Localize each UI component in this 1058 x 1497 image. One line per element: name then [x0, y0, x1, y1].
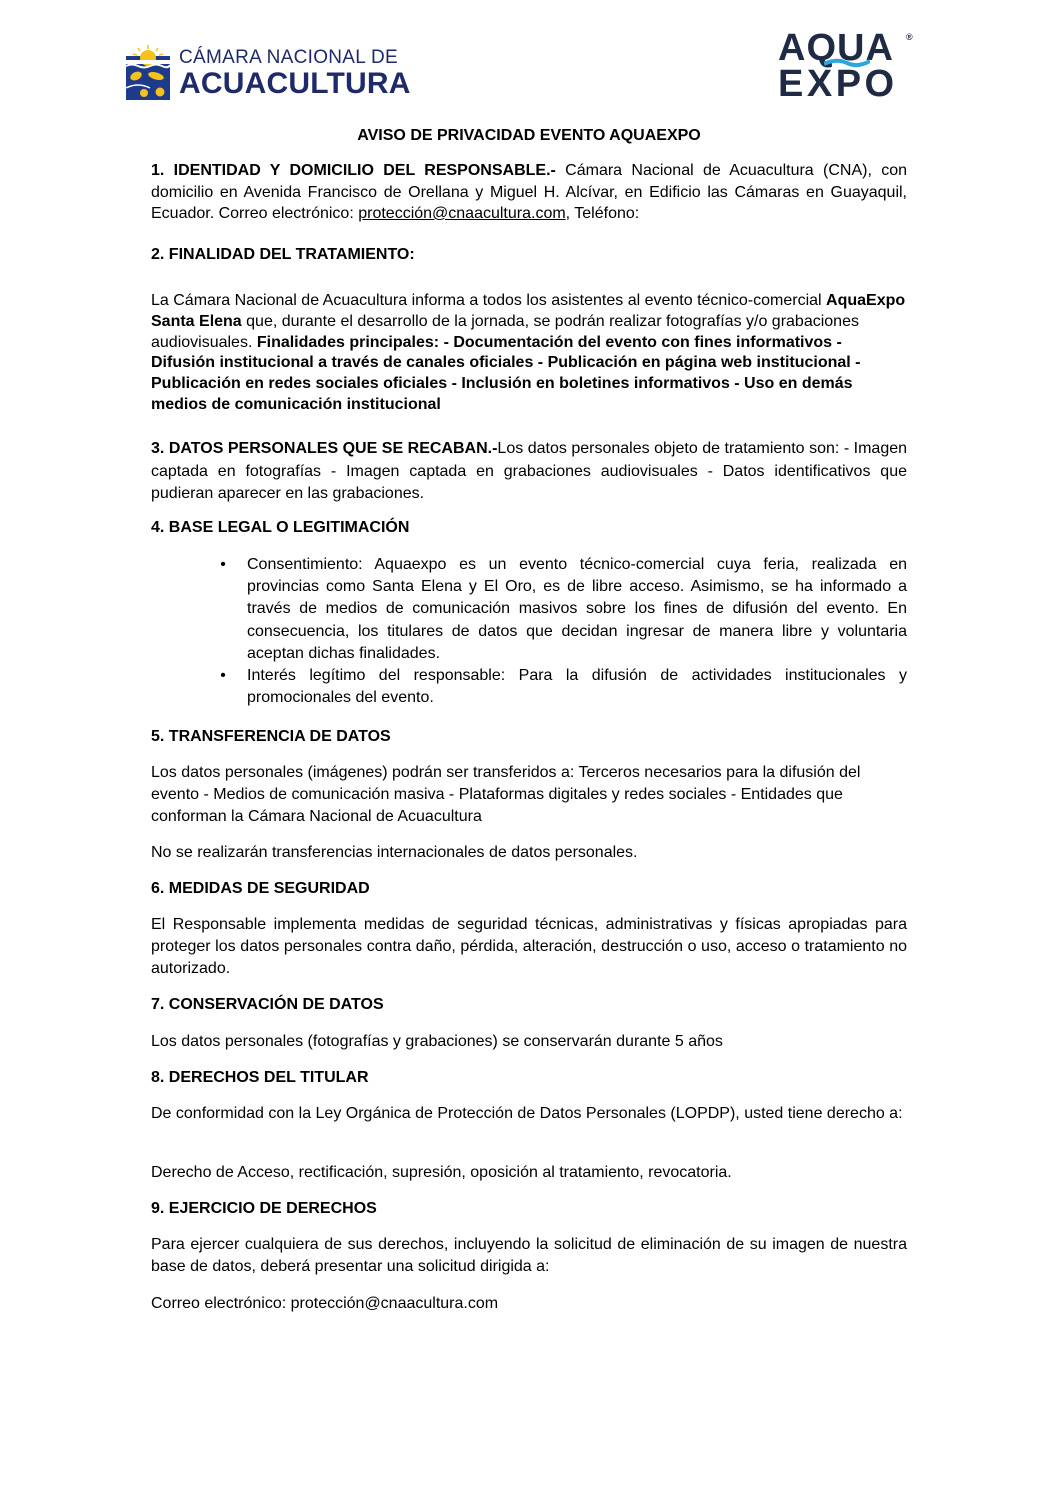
section-2-text-a: La Cámara Nacional de Acuacultura informa a todos los asistentes al evento técnico-comercial: [151, 292, 827, 309]
document-title: AVISO DE PRIVACIDAD EVENTO AQUAEXPO: [357, 127, 701, 144]
section-8-heading: 8. DERECHOS DEL TITULAR: [151, 1069, 369, 1086]
list-item-text: Interés legítimo del responsable: Para la difusión de actividades institucionales y promocionales del evento.: [247, 667, 907, 707]
section-9-paragraph-1: Para ejercer cualquiera de sus derechos, incluyendo la solicitud de eliminación de su imagen de nuestra base de datos, deberá presentar una solicitud dirigida a:: [151, 1236, 907, 1276]
section-5-heading: 5. TRANSFERENCIA DE DATOS: [151, 728, 391, 745]
section-7-heading: 7. CONSERVACIÓN DE DATOS: [151, 996, 384, 1013]
section-8-paragraph-1: De conformidad con la Ley Orgánica de Protección de Datos Personales (LOPDP), usted tiene derecho a:: [151, 1105, 903, 1122]
section-1-text: Cámara Nacional de Acuacultura (CNA), con domicilio en Avenida Francisco de Orellana y Miguel H. Alcívar, en Edificio las Cámaras en Guayaquil, Ecuador. Correo electrónico:: [151, 162, 908, 222]
section-2-body: [151, 291, 907, 416]
section-5-paragraph-1: Los datos personales (imágenes) podrán ser transferidos a: Terceros necesarios para la difusión del evento - Medios de comunicación masiva - Plataformas digitales y redes sociales - Entidades que conforman la Cámara Nacional de Acuacultura: [151, 764, 861, 825]
section-1: [151, 160, 907, 225]
bullet-icon: •: [220, 556, 226, 573]
section-6-paragraph: El Responsable implementa medidas de seguridad técnicas, administrativas y físicas apropiadas para proteger los datos personales contra daño, pérdida, alteración, destrucción o uso, acceso o tratamiento no autorizado.: [151, 916, 907, 978]
section-2-text-b: que, durante el desarrollo de la jornada, se podrán realizar fotografías y/o grabaciones audiovisuales.: [151, 312, 859, 351]
aquaexpo-logo-line2: EXPO: [778, 63, 898, 105]
section-8-paragraph-2: Derecho de Acceso, rectificación, supresión, oposición al tratamiento, revocatoria.: [151, 1164, 732, 1181]
section-2-heading: 2. FINALIDAD DEL TRATAMIENTO:: [151, 246, 415, 263]
list-item-text: Consentimiento: Aquaexpo es un evento técnico-comercial cuya feria, realizada en provincias como Santa Elena y El Oro, es de libre acceso. Asimismo, se ha informado a través de medios de comunicación masivos sobre los fines de difusión del evento. En consecuencia, los titulares de datos que decidan ingresar de manera libre y voluntaria aceptan dichas finalidades.: [247, 556, 907, 662]
section-9-contact-email: Correo electrónico: protección@cnaacultura.com: [151, 1295, 499, 1312]
aquaexpo-logo-line1: AQUA: [778, 27, 894, 69]
event-name: AquaExpo Santa Elena: [151, 292, 906, 330]
registered-mark: ®: [906, 32, 913, 42]
cna-emblem-icon: [124, 44, 172, 102]
purposes-list: Finalidades principales: - Documentación del evento con fines informativos - Difusión institucional a través de canales oficiales - Publicación en página web institucional - Publicación en redes sociales oficiales - Inclusión en boletines informativos - Uso en demás medios de comunicación institucional: [151, 333, 861, 413]
section-3-heading: 3. DATOS PERSONALES QUE SE RECABAN.-: [151, 440, 498, 457]
cna-logo-line2: ACUACULTURA: [179, 66, 411, 100]
section-7-paragraph: Los datos personales (fotografías y grabaciones) se conservarán durante 5 años: [151, 1033, 723, 1050]
section-5-paragraph-2: No se realizarán transferencias internacionales de datos personales.: [151, 844, 638, 861]
section-6-heading: 6. MEDIDAS DE SEGURIDAD: [151, 880, 370, 897]
cna-logo: [124, 42, 411, 104]
email-link[interactable]: protección@cnaacultura.com: [358, 205, 566, 222]
section-3: [151, 438, 907, 506]
cna-logo-line1: CÁMARA NACIONAL DE: [179, 46, 399, 68]
legal-basis-list: [216, 554, 907, 709]
section-4-heading: 4. BASE LEGAL O LEGITIMACIÓN: [151, 519, 410, 536]
section-1-phone-label: , Teléfono:: [565, 205, 640, 222]
bullet-icon: •: [220, 667, 226, 685]
aquaexpo-logo: [778, 27, 918, 106]
section-1-heading: 1. IDENTIDAD Y DOMICILIO DEL RESPONSABLE.-: [151, 162, 556, 179]
section-3-text: Los datos personales objeto de tratamiento son: - Imagen captada en fotografías - Imagen captada en grabaciones audiovisuales - Datos identificativos que pudieran aparecer en las grabaciones.: [151, 440, 908, 502]
list-item: [216, 665, 907, 709]
section-9-heading: 9. EJERCICIO DE DERECHOS: [151, 1200, 377, 1217]
list-item: [216, 554, 907, 665]
